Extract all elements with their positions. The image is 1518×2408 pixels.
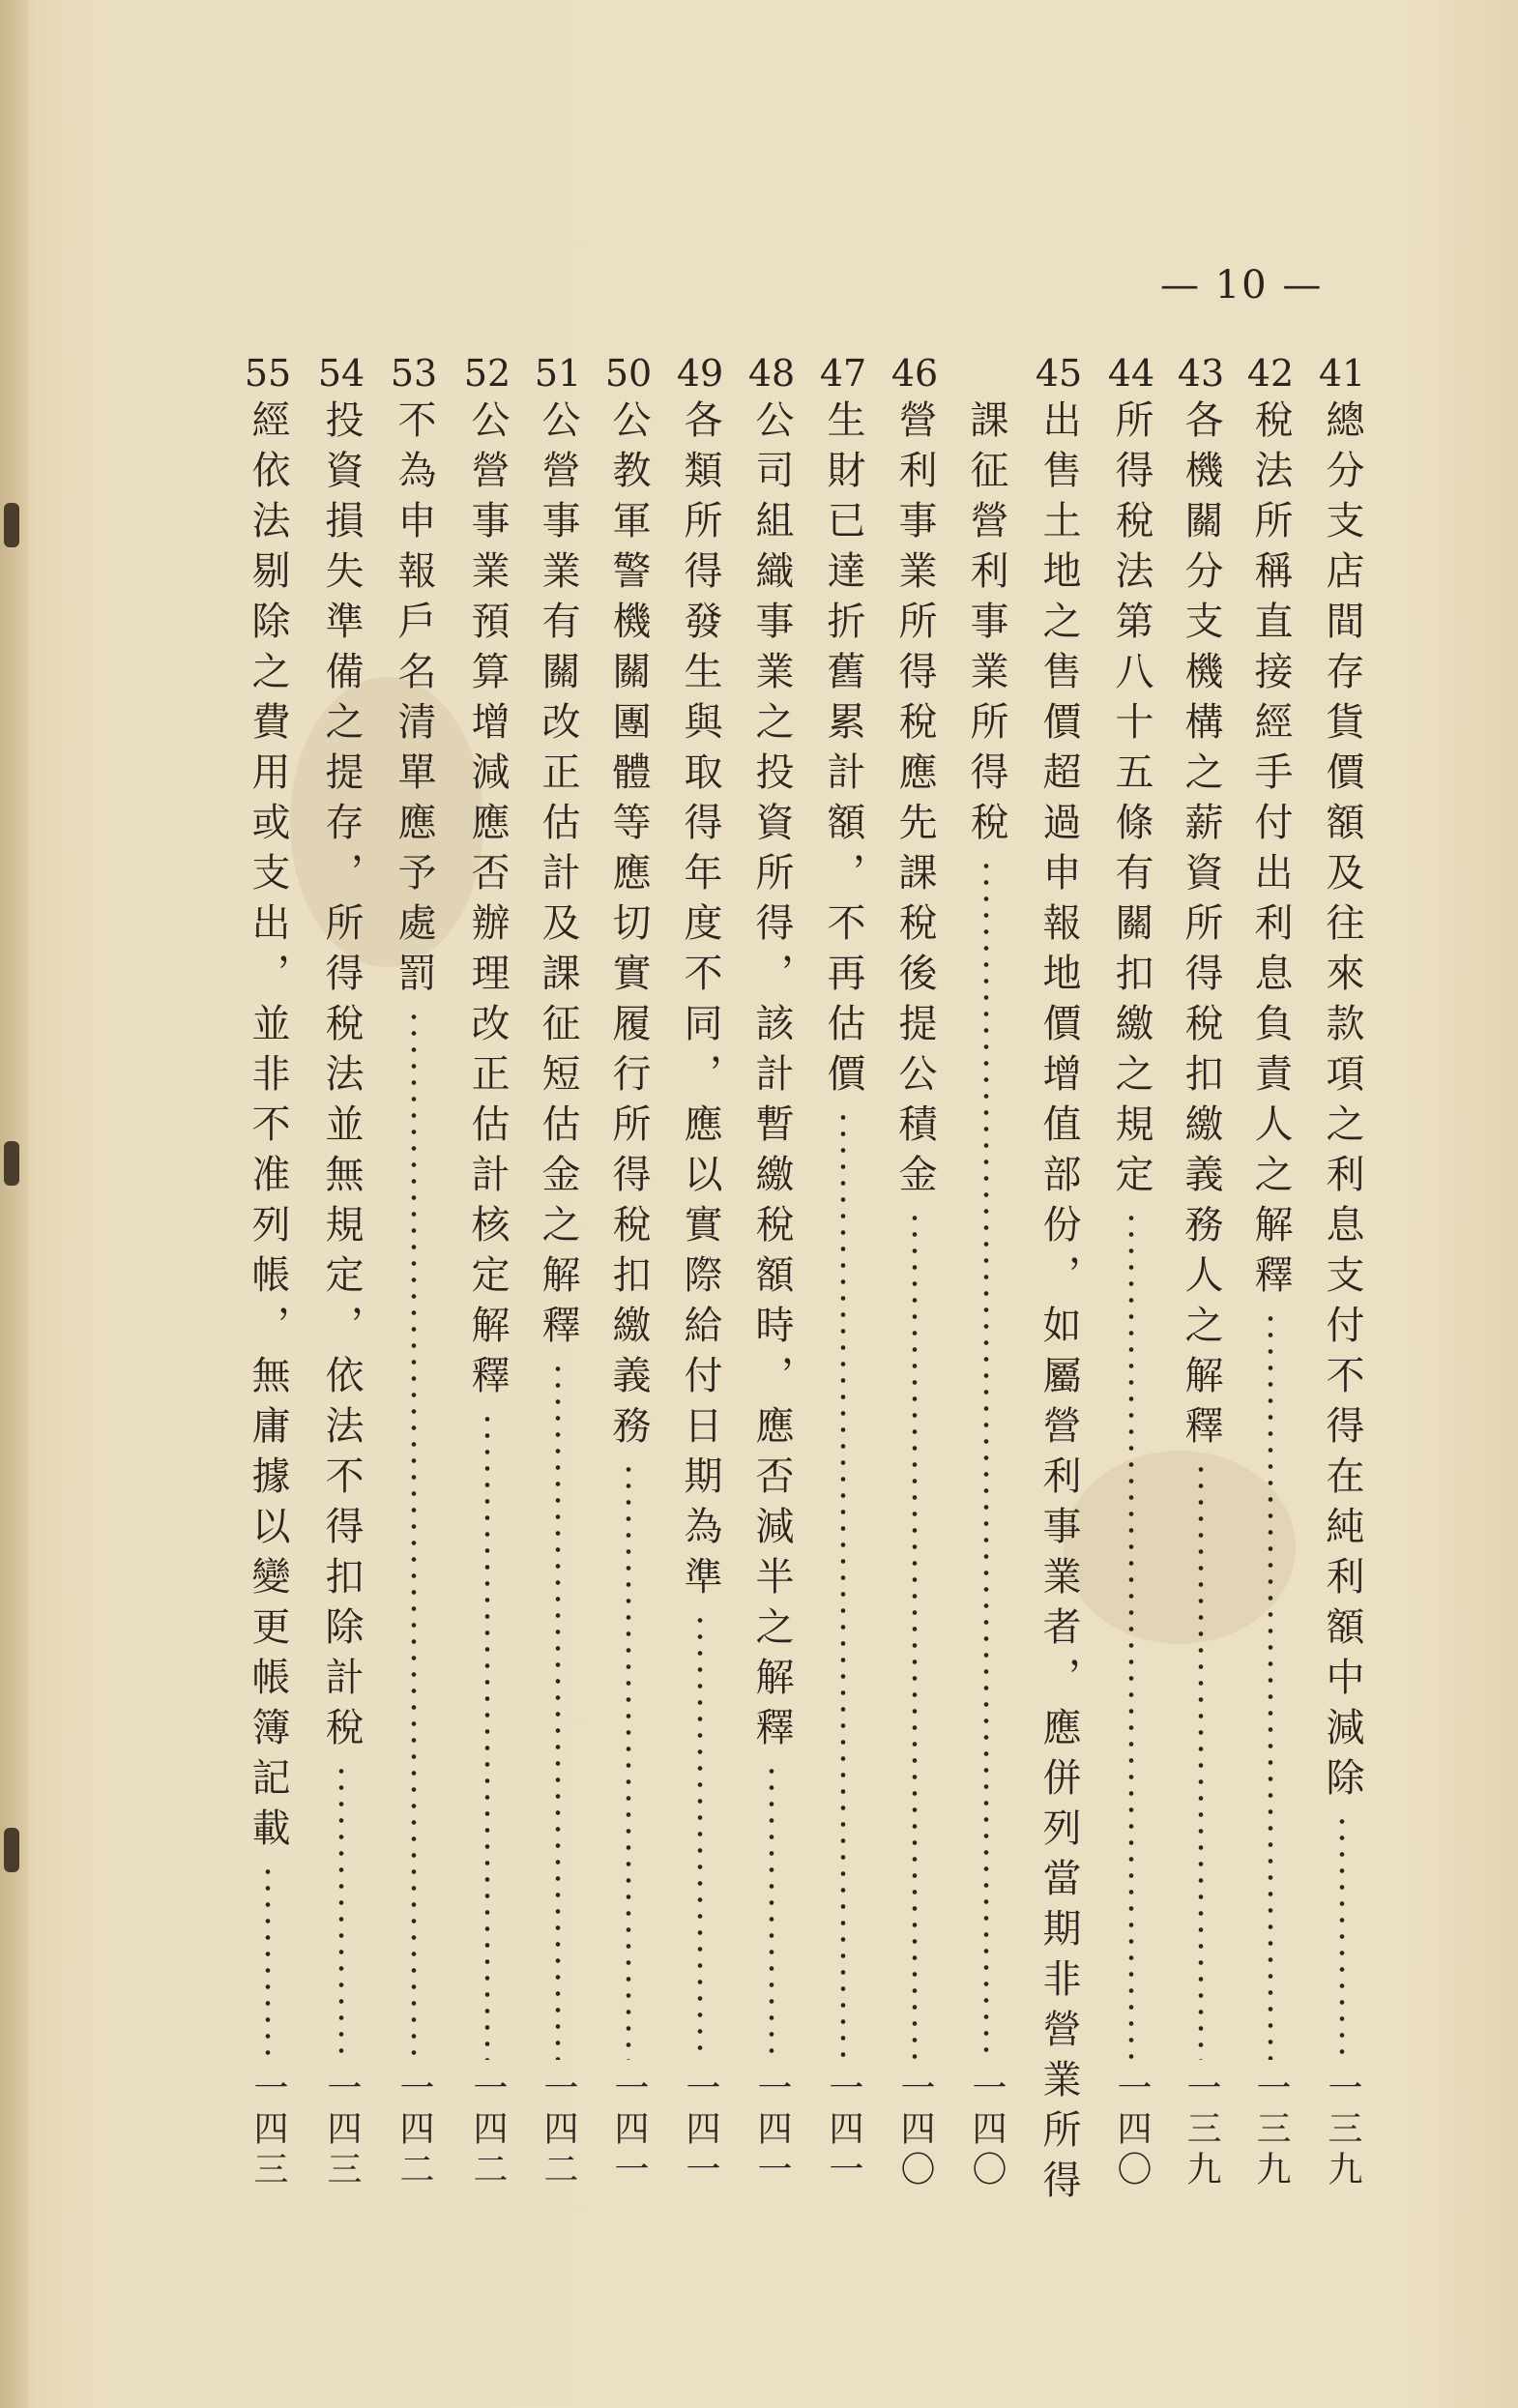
- entry-number: 51: [534, 352, 582, 395]
- entry-number: 42: [1246, 352, 1295, 395]
- binding-edge: [0, 0, 29, 2408]
- entry-title: 經依法剔除之費用或支出，並非不准列帳，無庸據以變更帳簿記載: [246, 399, 290, 1858]
- entry-page-number: 一三九: [1182, 2070, 1221, 2191]
- entry-title: 公營事業預算增減應否辦理改正估計核定解釋: [465, 399, 510, 1405]
- entry-title: 出售土地之售價超過申報地價增值部份，如屬營利事業者，應併列當期非營業所得: [1036, 399, 1081, 2210]
- entry-title: 投資損失準備之提存，所得稅法並無規定，依法不得扣除計稅: [319, 399, 364, 1757]
- entry-number: 54: [317, 352, 365, 395]
- entry-number: 53: [390, 352, 438, 395]
- entry-page-number: 一三九: [1323, 2070, 1362, 2191]
- entry-page-number: 一四〇: [895, 2070, 935, 2191]
- dot-leader: [697, 1612, 703, 2060]
- dot-leader: [411, 1009, 417, 2060]
- entry-number: 52: [463, 352, 511, 395]
- entry-number: 50: [604, 352, 653, 395]
- dot-leader: [555, 1361, 561, 2060]
- entry-number: 41: [1318, 352, 1366, 395]
- entry-page-number: 一四三: [322, 2070, 362, 2191]
- entry-title: 課征營利事業所得稅: [964, 399, 1008, 852]
- entry-number: 55: [244, 352, 292, 395]
- binding-hole: [4, 1828, 19, 1872]
- dot-leader: [1339, 1813, 1345, 2060]
- entry-page-number: 一四二: [539, 2070, 578, 2191]
- entry-title: 公司組織事業之投資所得，該計暫繳稅額時，應否減半之解釋: [749, 399, 794, 1757]
- entry-number: 49: [676, 352, 724, 395]
- entry-page-number: 一四二: [468, 2070, 508, 2191]
- entry-number: 47: [819, 352, 867, 395]
- entry-title: 所得稅法第八十五條有關扣繳之規定: [1109, 399, 1153, 1204]
- entry-page-number: 一四〇: [967, 2070, 1007, 2191]
- binding-hole: [4, 1141, 19, 1186]
- entry-page-number: 一四一: [681, 2070, 720, 2191]
- entry-title: 總分支店間存貨價額及往來款項之利息支付不得在純利額中減除: [1320, 399, 1364, 1807]
- entry-page-number: 一四〇: [1112, 2070, 1152, 2191]
- paper-stain: [1064, 1451, 1296, 1644]
- entry-title: 稅法所稱直接經手付出利息負責人之解釋: [1248, 399, 1293, 1305]
- entry-number: 44: [1107, 352, 1155, 395]
- dot-leader: [1198, 1461, 1204, 2060]
- entry-title: 各類所得發生與取得年度不同，應以實際給付日期為準: [678, 399, 722, 1606]
- dot-leader: [1268, 1310, 1273, 2060]
- dot-leader: [983, 858, 989, 2060]
- entry-number: 43: [1177, 352, 1225, 395]
- dot-leader: [265, 1864, 271, 2060]
- entry-page-number: 一三九: [1251, 2070, 1291, 2191]
- entry-number: 46: [890, 352, 939, 395]
- entry-page-number: 一四三: [248, 2070, 288, 2191]
- entry-number: 45: [1035, 352, 1083, 395]
- binding-hole: [4, 503, 19, 547]
- dot-leader: [338, 1763, 344, 2060]
- entry-page-number: 一四一: [752, 2070, 792, 2191]
- entry-title: 生財已達折舊累計額，不再估價: [821, 399, 865, 1103]
- dot-leader: [912, 1210, 918, 2060]
- entry-title: 不為申報戶名清單應予處罰: [392, 399, 436, 1003]
- dot-leader: [1128, 1210, 1134, 2060]
- entry-number: 48: [747, 352, 796, 395]
- dot-leader: [840, 1109, 846, 2060]
- entry-title: 各機關分支機構之薪資所得稅扣繳義務人之解釋: [1179, 399, 1223, 1455]
- entry-page-number: 一四一: [824, 2070, 863, 2191]
- page-number: — 10 —: [1160, 263, 1324, 308]
- entry-page-number: 一四一: [609, 2070, 649, 2191]
- dot-leader: [769, 1763, 774, 2060]
- dot-leader: [484, 1411, 490, 2060]
- entry-title: 公營事業有關改正估計及課征短估金之解釋: [536, 399, 580, 1355]
- entry-title: 營利事業所得稅應先課稅後提公積金: [892, 399, 937, 1204]
- entry-page-number: 一四二: [394, 2070, 434, 2191]
- dot-leader: [626, 1461, 631, 2060]
- entry-title: 公教軍警機關團體等應切實履行所得稅扣繳義務: [606, 399, 651, 1455]
